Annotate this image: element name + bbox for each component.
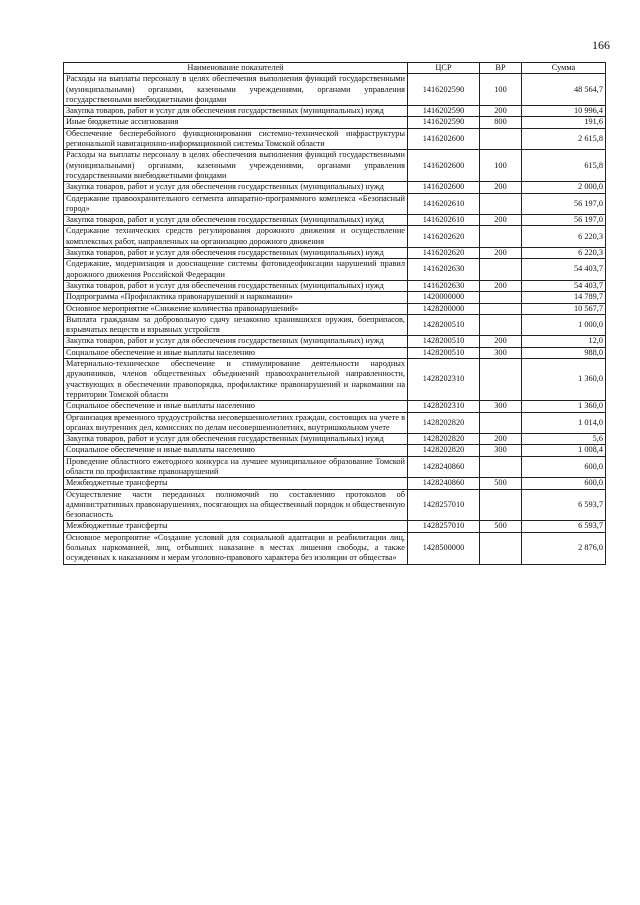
row-sum: 14 789,7 bbox=[522, 292, 606, 303]
page-number: 166 bbox=[592, 38, 610, 52]
row-sum: 600,0 bbox=[522, 478, 606, 489]
table-row bbox=[64, 74, 606, 106]
row-vr: 300 bbox=[480, 347, 522, 358]
row-sum: 56 197,0 bbox=[522, 193, 606, 215]
table-row bbox=[64, 248, 606, 259]
row-sum: 1 360,0 bbox=[522, 401, 606, 412]
row-sum: 1 000,0 bbox=[522, 314, 606, 336]
row-sum: 12,0 bbox=[522, 336, 606, 347]
table-row bbox=[64, 292, 606, 303]
row-vr bbox=[480, 456, 522, 478]
row-csr: 1416202590 bbox=[408, 117, 480, 128]
row-vr: 200 bbox=[480, 248, 522, 259]
row-vr bbox=[480, 259, 522, 281]
table-row bbox=[64, 359, 606, 401]
row-csr: 1416202590 bbox=[408, 106, 480, 117]
header-row bbox=[64, 63, 606, 74]
row-sum: 56 197,0 bbox=[522, 215, 606, 226]
row-csr: 1428240860 bbox=[408, 478, 480, 489]
table-row bbox=[64, 215, 606, 226]
row-csr: 1428202310 bbox=[408, 359, 480, 401]
row-name: Подпрограмма «Профилактика правонарушений и наркомании» bbox=[64, 292, 408, 303]
row-vr bbox=[480, 359, 522, 401]
row-csr: 1428200000 bbox=[408, 303, 480, 314]
row-csr: 1428200510 bbox=[408, 314, 480, 336]
row-vr: 200 bbox=[480, 182, 522, 193]
row-csr: 1416202610 bbox=[408, 215, 480, 226]
table-row bbox=[64, 117, 606, 128]
row-name: Иные бюджетные ассигнования bbox=[64, 117, 408, 128]
row-name: Содержание, модернизация и дооснащение системы фотовидеофиксации нарушений правил дорожного движения Российской Федерации bbox=[64, 259, 408, 281]
row-csr: 1428500000 bbox=[408, 532, 480, 564]
row-name: Осуществление части переданных полномочий по составлению протоколов об административных правонарушениях, посягающих на общественный порядок и общественную безопасность bbox=[64, 489, 408, 521]
header-csr: ЦСР bbox=[408, 63, 480, 74]
row-name: Социальное обеспечение и иные выплаты населению bbox=[64, 445, 408, 456]
row-sum: 48 564,7 bbox=[522, 74, 606, 106]
table-row bbox=[64, 259, 606, 281]
row-sum: 600,0 bbox=[522, 456, 606, 478]
row-csr: 1416202600 bbox=[408, 128, 480, 150]
table-row bbox=[64, 314, 606, 336]
row-vr: 300 bbox=[480, 401, 522, 412]
row-vr bbox=[480, 128, 522, 150]
row-csr: 1416202620 bbox=[408, 226, 480, 248]
row-name: Содержание технических средств регулирования дорожного движения и осуществление комплексных работ, направленных на организацию дорожного движения bbox=[64, 226, 408, 248]
header-sum: Сумма bbox=[522, 63, 606, 74]
row-csr: 1428202820 bbox=[408, 434, 480, 445]
table-body bbox=[64, 74, 606, 564]
row-name: Закупка товаров, работ и услуг для обеспечения государственных (муниципальных) нужд bbox=[64, 182, 408, 193]
row-vr bbox=[480, 489, 522, 521]
row-vr bbox=[480, 193, 522, 215]
row-vr: 300 bbox=[480, 445, 522, 456]
row-name: Содержание правоохранительного сегмента аппаратно-программного комплекса «Безопасный город» bbox=[64, 193, 408, 215]
row-vr bbox=[480, 292, 522, 303]
row-csr: 1416202590 bbox=[408, 74, 480, 106]
row-vr: 200 bbox=[480, 215, 522, 226]
row-vr: 100 bbox=[480, 74, 522, 106]
table-row bbox=[64, 193, 606, 215]
row-csr: 1428200510 bbox=[408, 336, 480, 347]
row-name: Закупка товаров, работ и услуг для обеспечения государственных (муниципальных) нужд bbox=[64, 106, 408, 117]
header-vr: ВР bbox=[480, 63, 522, 74]
row-sum: 10 567,7 bbox=[522, 303, 606, 314]
table-row bbox=[64, 226, 606, 248]
table-row bbox=[64, 412, 606, 434]
row-sum: 6 220,3 bbox=[522, 248, 606, 259]
row-name: Материально-техническое обеспечение и стимулирование деятельности народных дружинников, членов общественных объединений правоохранительной направленности, участвующих в обеспечении правопорядка, профилактике правонарушений и наркомании на территории Томской области bbox=[64, 359, 408, 401]
row-name: Социальное обеспечение и иные выплаты населению bbox=[64, 347, 408, 358]
table-row bbox=[64, 150, 606, 182]
row-csr: 1416202600 bbox=[408, 182, 480, 193]
row-vr bbox=[480, 532, 522, 564]
row-name: Основное мероприятие «Снижение количества правонарушений» bbox=[64, 303, 408, 314]
row-csr: 1428240860 bbox=[408, 456, 480, 478]
row-sum: 10 996,4 bbox=[522, 106, 606, 117]
row-name: Межбюджетные трансферты bbox=[64, 478, 408, 489]
table-row bbox=[64, 521, 606, 532]
row-name: Социальное обеспечение и иные выплаты населению bbox=[64, 401, 408, 412]
row-sum: 6 593,7 bbox=[522, 489, 606, 521]
table-row bbox=[64, 347, 606, 358]
row-name: Закупка товаров, работ и услуг для обеспечения государственных (муниципальных) нужд bbox=[64, 248, 408, 259]
row-name: Закупка товаров, работ и услуг для обеспечения государственных (муниципальных) нужд bbox=[64, 280, 408, 291]
row-sum: 1 008,4 bbox=[522, 445, 606, 456]
row-vr: 800 bbox=[480, 117, 522, 128]
table-row bbox=[64, 478, 606, 489]
table-row bbox=[64, 336, 606, 347]
row-csr: 1428257010 bbox=[408, 521, 480, 532]
table-row bbox=[64, 106, 606, 117]
row-name: Обеспечение бесперебойного функционирования системно-технической инфраструктуры региональной навигационно-информационной системы Томской области bbox=[64, 128, 408, 150]
row-csr: 1416202630 bbox=[408, 259, 480, 281]
table-row bbox=[64, 489, 606, 521]
row-sum: 2 876,0 bbox=[522, 532, 606, 564]
row-sum: 988,0 bbox=[522, 347, 606, 358]
row-vr: 200 bbox=[480, 434, 522, 445]
row-name: Расходы на выплаты персоналу в целях обеспечения выполнения функций государственными (муниципальными) органами, казенными учреждениями, органами управления государственными внебюджетными фондами bbox=[64, 74, 408, 106]
row-name: Расходы на выплаты персоналу в целях обеспечения выполнения функций государственными (муниципальными) органами, казенными учреждениями, органами управления государственными внебюджетными фондами bbox=[64, 150, 408, 182]
row-sum: 191,6 bbox=[522, 117, 606, 128]
row-name: Организация временного трудоустройства несовершеннолетних граждан, состоящих на учете в органах внутренних дел, комиссиях по делам несовершеннолетних, внутришкольном учете bbox=[64, 412, 408, 434]
row-csr: 1428202820 bbox=[408, 445, 480, 456]
row-sum: 54 403,7 bbox=[522, 280, 606, 291]
table-row bbox=[64, 280, 606, 291]
table-row bbox=[64, 182, 606, 193]
table-row bbox=[64, 434, 606, 445]
row-csr: 1420000000 bbox=[408, 292, 480, 303]
row-sum: 2 615,8 bbox=[522, 128, 606, 150]
row-csr: 1428202310 bbox=[408, 401, 480, 412]
row-name: Закупка товаров, работ и услуг для обеспечения государственных (муниципальных) нужд bbox=[64, 434, 408, 445]
row-name: Закупка товаров, работ и услуг для обеспечения государственных (муниципальных) нужд bbox=[64, 215, 408, 226]
row-vr: 200 bbox=[480, 280, 522, 291]
row-vr: 100 bbox=[480, 150, 522, 182]
row-vr bbox=[480, 303, 522, 314]
row-csr: 1416202620 bbox=[408, 248, 480, 259]
row-name: Выплата гражданам за добровольную сдачу незаконно хранившихся оружия, боеприпасов, взрывчатых веществ и взрывных устройств bbox=[64, 314, 408, 336]
table-row bbox=[64, 401, 606, 412]
row-csr: 1428202820 bbox=[408, 412, 480, 434]
budget-table bbox=[63, 62, 606, 565]
row-vr: 200 bbox=[480, 106, 522, 117]
row-vr bbox=[480, 314, 522, 336]
row-sum: 1 360,0 bbox=[522, 359, 606, 401]
table-row bbox=[64, 303, 606, 314]
row-csr: 1416202630 bbox=[408, 280, 480, 291]
row-csr: 1416202600 bbox=[408, 150, 480, 182]
row-vr bbox=[480, 226, 522, 248]
row-vr: 200 bbox=[480, 336, 522, 347]
row-sum: 5,6 bbox=[522, 434, 606, 445]
row-name: Проведение областного ежегодного конкурса на лучшее муниципальное образование Томской области по профилактике правонарушений bbox=[64, 456, 408, 478]
table-row bbox=[64, 445, 606, 456]
row-sum: 2 000,0 bbox=[522, 182, 606, 193]
row-vr: 500 bbox=[480, 478, 522, 489]
row-name: Основное мероприятие «Создание условий для социальной адаптации и реабилитации лиц, больных наркоманией, лиц, отбывших наказание в местах лишения свободы, а также осужденных к наказаниям и мерам уголовно-правового характера без изоляции от общества» bbox=[64, 532, 408, 564]
table-header bbox=[64, 63, 606, 74]
row-csr: 1416202610 bbox=[408, 193, 480, 215]
table-row bbox=[64, 532, 606, 564]
row-sum: 1 014,0 bbox=[522, 412, 606, 434]
row-vr bbox=[480, 412, 522, 434]
row-name: Закупка товаров, работ и услуг для обеспечения государственных (муниципальных) нужд bbox=[64, 336, 408, 347]
row-sum: 6 220,3 bbox=[522, 226, 606, 248]
row-sum: 615,8 bbox=[522, 150, 606, 182]
table-row bbox=[64, 456, 606, 478]
row-csr: 1428200510 bbox=[408, 347, 480, 358]
table-row bbox=[64, 128, 606, 150]
header-name: Наименование показателей bbox=[64, 63, 408, 74]
row-sum: 6 593,7 bbox=[522, 521, 606, 532]
row-name: Межбюджетные трансферты bbox=[64, 521, 408, 532]
row-csr: 1428257010 bbox=[408, 489, 480, 521]
row-vr: 500 bbox=[480, 521, 522, 532]
row-sum: 54 403,7 bbox=[522, 259, 606, 281]
